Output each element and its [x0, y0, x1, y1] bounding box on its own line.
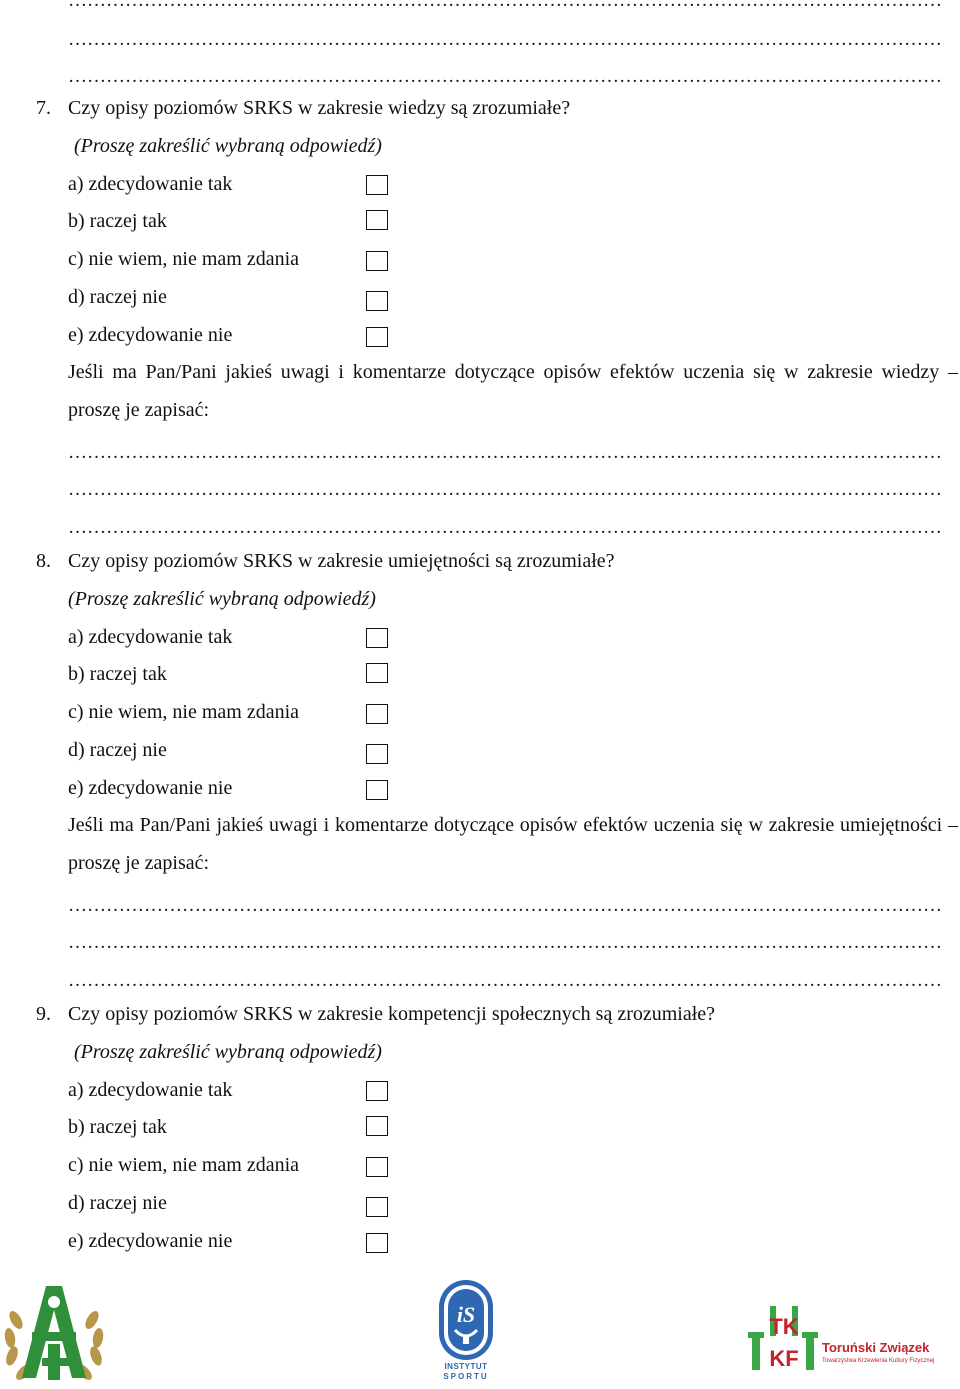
answer-line[interactable]: …………………………………………………………………………………………………………………………	[68, 934, 942, 952]
tkkf-emblem-icon	[748, 1302, 818, 1374]
checkbox[interactable]	[366, 1116, 388, 1136]
option-label: c) nie wiem, nie mam zdania	[68, 248, 300, 270]
checkbox[interactable]	[366, 704, 388, 724]
question-7	[36, 96, 570, 120]
instytut-caption-line1: INSTYTUT	[444, 1362, 488, 1371]
question-number: 7.	[36, 97, 51, 119]
question-8	[36, 549, 615, 573]
answer-line[interactable]: …………………………………………………………………………………………………………………………	[68, 972, 942, 990]
question-hint: (Proszę zakreślić wybraną odpowiedź)	[74, 135, 382, 157]
checkbox[interactable]	[366, 744, 388, 764]
checkbox[interactable]	[366, 628, 388, 648]
option-label: d) raczej nie	[68, 1192, 167, 1214]
option-label: a) zdecydowanie tak	[68, 626, 233, 648]
torun-tkkf-logo	[748, 1302, 938, 1374]
option-label: d) raczej nie	[68, 286, 167, 308]
option-label: e) zdecydowanie nie	[68, 324, 233, 346]
checkbox[interactable]	[366, 1233, 388, 1253]
option-label: b) raczej tak	[68, 663, 167, 685]
question-text: Czy opisy poziomów SRKS w zakresie umiejętności są zrozumiałe?	[68, 550, 615, 572]
question-text: Czy opisy poziomów SRKS w zakresie kompetencji społecznych są zrozumiałe?	[68, 1003, 716, 1025]
torun-name: Toruński Związek	[822, 1340, 930, 1355]
option-label: b) raczej tak	[68, 210, 167, 232]
svg-text:KF: KF	[769, 1346, 799, 1371]
instytut-sportu-emblem-icon	[437, 1278, 495, 1362]
svg-text:TK: TK	[769, 1314, 799, 1339]
answer-line[interactable]: …………………………………………………………………………………………………………………………	[68, 481, 942, 499]
answer-line[interactable]: …………………………………………………………………………………………………………………………	[68, 68, 942, 86]
instytut-sportu-logo	[437, 1278, 495, 1384]
checkbox[interactable]	[366, 210, 388, 230]
instytut-mark: iS	[456, 1302, 476, 1327]
checkbox[interactable]	[366, 251, 388, 271]
checkbox[interactable]	[366, 1081, 388, 1101]
instytut-caption-line2: SPORTU	[443, 1372, 489, 1381]
torun-subtitle: Towarzystwa Krzewienia Kultury Fizycznej	[822, 1358, 935, 1364]
option-label: e) zdecydowanie nie	[68, 1230, 233, 1252]
checkbox[interactable]	[366, 327, 388, 347]
question-number: 9.	[36, 1003, 51, 1025]
checkbox[interactable]	[366, 1157, 388, 1177]
answer-line[interactable]	[68, 0, 944, 10]
answer-line[interactable]: …………………………………………………………………………………………………………………………	[68, 444, 942, 462]
question-number: 8.	[36, 550, 51, 572]
question-hint: (Proszę zakreślić wybraną odpowiedź)	[74, 1041, 382, 1063]
answer-line[interactable]: …………………………………………………………………………………………………………………………	[68, 31, 942, 49]
answer-line[interactable]: …………………………………………………………………………………………………………………………	[68, 519, 942, 537]
checkbox[interactable]	[366, 291, 388, 311]
option-label: d) raczej nie	[68, 739, 167, 761]
option-label: c) nie wiem, nie mam zdania	[68, 701, 300, 723]
option-label: e) zdecydowanie nie	[68, 777, 233, 799]
checkbox[interactable]	[366, 1197, 388, 1217]
question-text: Czy opisy poziomów SRKS w zakresie wiedzy są zrozumiałe?	[68, 97, 571, 119]
instytut-caption	[437, 1362, 495, 1382]
awf-logo	[2, 1280, 106, 1384]
option-label: a) zdecydowanie tak	[68, 1079, 233, 1101]
awf-emblem-icon	[2, 1280, 106, 1384]
option-label: a) zdecydowanie tak	[68, 173, 233, 195]
answer-line[interactable]: …………………………………………………………………………………………………………………………	[68, 897, 942, 915]
checkbox[interactable]	[366, 175, 388, 195]
comment-prompt: Jeśli ma Pan/Pani jakieś uwagi i komentarze dotyczące opisów efektów uczenia się w zakresie wiedzy – proszę je zapisać:	[68, 361, 958, 421]
question-hint: (Proszę zakreślić wybraną odpowiedź)	[68, 588, 376, 610]
question-9	[36, 1002, 715, 1026]
checkbox[interactable]	[366, 663, 388, 683]
checkbox[interactable]	[366, 780, 388, 800]
comment-prompt: Jeśli ma Pan/Pani jakieś uwagi i komentarze dotyczące opisów efektów uczenia się w zakresie umiejętności – proszę je zapisać:	[68, 814, 958, 874]
option-label: b) raczej tak	[68, 1116, 167, 1138]
option-label: c) nie wiem, nie mam zdania	[68, 1154, 300, 1176]
